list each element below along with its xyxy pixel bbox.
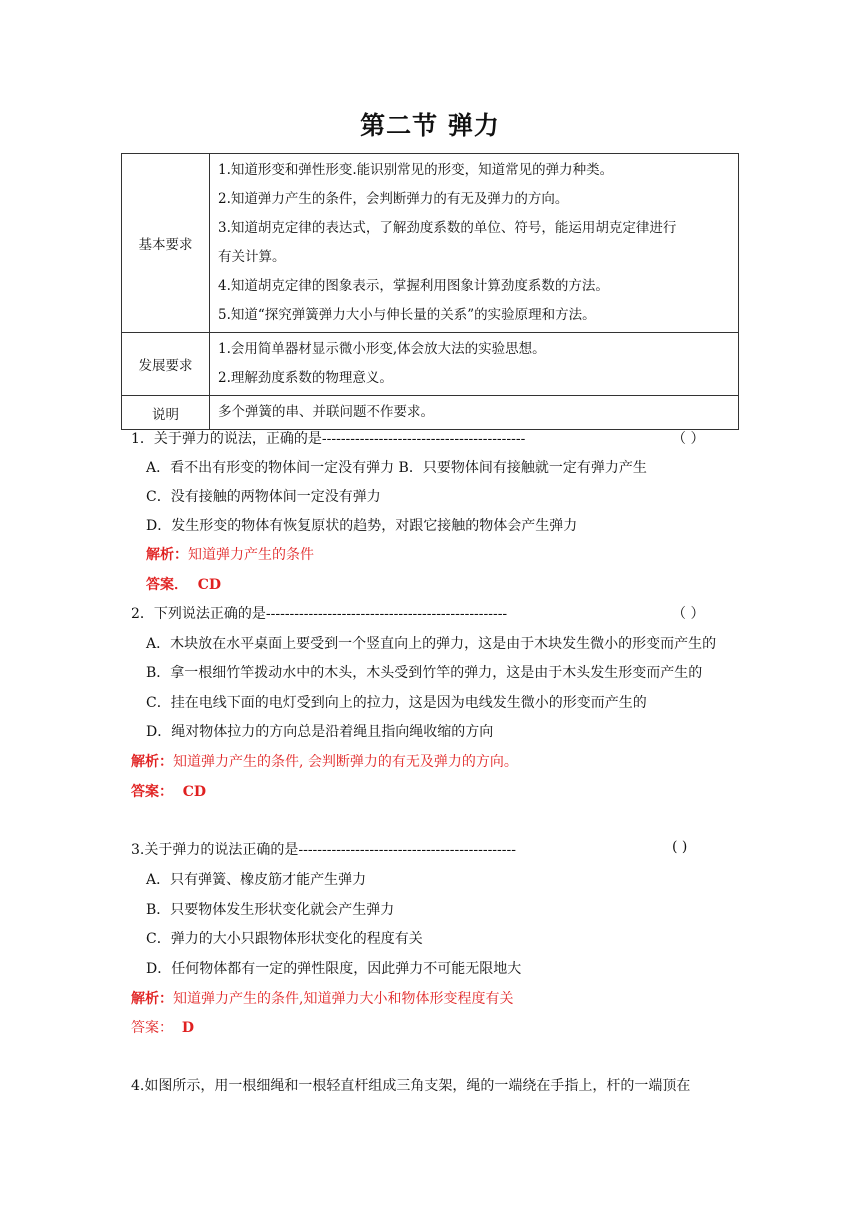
question-2-option-c: C．挂在电线下面的电灯受到向上的拉力，这是因为电线发生微小的形变而产生的 (146, 695, 647, 711)
row-content-basic (210, 154, 739, 333)
question-2-answer (131, 781, 206, 801)
requirement-line: 4.知道胡克定律的图象表示，掌握利用图象计算劲度系数的方法。 (218, 278, 609, 294)
analysis-text: 知道弹力产生的条件 (188, 547, 314, 563)
row-label-basic: 基本要求 (122, 154, 210, 333)
answer-label: 答案： (131, 784, 173, 800)
analysis-text: 知道弹力产生的条件,知道弹力大小和物体形变程度有关 (173, 991, 514, 1007)
answer-value: D (181, 1020, 195, 1036)
question-3-option-b: B．只要物体发生形状变化就会产生弹力 (146, 902, 395, 918)
question-2-stem: 2．下列说法正确的是--------------------------------------------------- (131, 606, 508, 622)
question-1-option-d: D．发生形变的物体有恢复原状的趋势，对跟它接触的物体会产生弹力 (146, 518, 578, 534)
question-1-analysis (146, 544, 314, 564)
requirement-line: 2.理解劲度系数的物理意义。 (218, 370, 393, 386)
requirements-row-development (122, 333, 739, 396)
answer-blank: （ ） (672, 431, 705, 447)
requirement-line: 多个弹簧的串、并联问题不作要求。 (218, 404, 434, 420)
requirement-line: 5.知道“探究弹簧弹力大小与伸长量的关系”的实验原理和方法。 (218, 307, 596, 323)
requirement-line: 1.会用简单器材显示微小形变,体会放大法的实验思想。 (218, 341, 546, 357)
answer-label: 答案． (146, 577, 188, 593)
requirement-line: 有关计算。 (218, 249, 286, 265)
requirement-line: 1.知道形变和弹性形变.能识别常见的形变，知道常见的弹力种类。 (218, 162, 614, 178)
row-label-development: 发展要求 (122, 333, 210, 396)
requirements-table (121, 153, 739, 430)
question-3-option-d: D．任何物体都有一定的弹性限度，因此弹力不可能无限地大 (146, 961, 522, 977)
question-3-option-c: C．弹力的大小只跟物体形状变化的程度有关 (146, 931, 423, 947)
analysis-label: 解析： (146, 547, 188, 563)
question-1-option-ab: A．看不出有形变的物体间一定没有弹力 B．只要物体间有接触就一定有弹力产生 (146, 460, 647, 476)
question-1-option-c: C．没有接触的两物体间一定没有弹力 (146, 489, 381, 505)
question-1-stem: 1．关于弹力的说法，正确的是------------------------------------------- (131, 431, 526, 447)
requirements-row-basic (122, 154, 739, 333)
requirement-line: 2.知道弹力产生的条件，会判断弹力的有无及弹力的方向。 (218, 191, 569, 207)
answer-blank: ( ) (672, 839, 688, 855)
question-1-answer (146, 574, 221, 594)
question-2-option-d: D．绳对物体拉力的方向总是沿着绳且指向绳收缩的方向 (146, 724, 494, 740)
answer-blank: （ ） (672, 606, 705, 622)
analysis-label: 解析： (131, 991, 173, 1007)
question-3-stem: 3.关于弹力的说法正确的是---------------------------------------------- (131, 842, 516, 858)
question-2-option-b: B．拿一根细竹竿拨动水中的木头，木头受到竹竿的弹力，这是由于木头发生形变而产生的 (146, 665, 703, 681)
answer-value: CD (182, 784, 207, 800)
row-label-note: 说明 (122, 396, 210, 430)
requirement-line: 3.知道胡克定律的表达式，了解劲度系数的单位、符号，能运用胡克定律进行 (218, 220, 677, 236)
page-title: 第二节 弹力 (360, 111, 500, 140)
question-4-stem: 4.如图所示，用一根细绳和一根轻直杆组成三角支架，绳的一端绕在手指上，杆的一端顶在 (131, 1078, 691, 1094)
answer-label: 答案： (131, 1020, 173, 1036)
row-content-note (210, 396, 739, 430)
question-3-option-a: A．只有弹簧、橡皮筋才能产生弹力 (146, 872, 367, 888)
row-content-development (210, 333, 739, 396)
question-2-analysis (131, 751, 518, 771)
question-3-analysis (131, 988, 513, 1008)
question-2-option-a: A．木块放在水平桌面上要受到一个竖直向上的弹力，这是由于木块发生微小的形变而产生的 (146, 636, 717, 652)
answer-value: CD (197, 577, 222, 593)
analysis-text: 知道弹力产生的条件, 会判断弹力的有无及弹力的方向。 (173, 754, 518, 770)
requirements-row-note (122, 396, 739, 430)
question-3-answer (131, 1017, 194, 1037)
analysis-label: 解析： (131, 754, 173, 770)
